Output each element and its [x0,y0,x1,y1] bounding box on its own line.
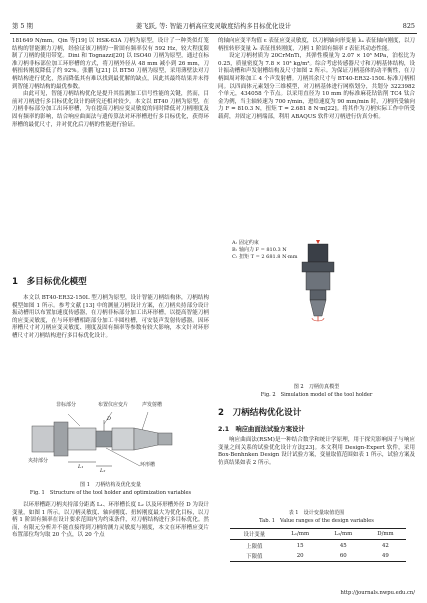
label-l1: L₁ [78,464,84,470]
left-column [12,38,209,129]
table-1 [230,528,406,562]
section-2-heading: 2 刀柄结构优化设计 [218,408,302,418]
figure-1 [28,402,198,474]
right-subsection-body [218,437,415,467]
intro-paragraph-2: 由此可见，智能刀柄结构优化是提升其监测加工信号性能的关键，然而，目前对刀柄进行多目标优化设计的研究还相对较少。本文以 BT40 刀柄为原型，在刀柄非标部分加工出环形槽，为在提高刀柄应变灵敏度的同时降低对刀柄刚度及固有频率的影响，结合响应曲面法与遗传算法对环形槽进行多目标优化，获得环形槽的最优尺寸，并对优化后刀柄的性能进行验证。 [12,91,209,128]
figure-2-caption-cn: 图 2 刀柄仿真模型 [293,384,340,390]
table-cell: 49 [382,552,389,559]
legend-b-axial-force: B: 轴向力 F = 810.3 N [232,247,287,253]
label-accelerometer-slot: 布置仪应变片 [98,402,129,408]
table-cell: 42 [382,542,389,549]
label-nonstandard-part: 非标部分 [56,402,77,408]
tool-holder-structure-drawing [28,402,198,474]
table-cell: 60 [339,552,347,559]
label-holder-part: 夹持部分 [28,458,49,464]
legend-c-torque: C: 扭矩 T = 2 681.8 N·mm [232,254,298,260]
right-paragraph-2: 设定刀柄材质为 20CrMnTi，其弹性模量为 2.07 × 10⁵ MPa，泊松比为 0.25，质量密度为 7.8 × 10³ kg/m³。综合考虑传感器尺寸和刀柄基体结构，设计振动槽和声发射槽结构及尺寸如图 2 所示。为保证刀柄基体的动平衡性，在刀柄圆周对称加工 4 个声发射槽。刀柄其余尺寸与 BT40-ER32-150L 标准刀柄相同。以四面体元素划分三维模型，对刀柄基体进行网格划分，共划分 3223982 个单元，434058 个节点。以采用直径为 10 mm 的标准麻花钻钻削 TC4 钛合金为例，当主轴转速为 700 r/min，进给速度为 90 mm/min 时，刀柄所受轴向力 F = 810.3 N，扭矩 T = 2.681 8 N·m[22]。将其作为刀柄实际工作中所受载荷，并固定刀柄端部，利用 ABAQUS 软件对刀柄进行仿真分析。 [218,53,415,120]
table-row [230,540,406,551]
right-column-top [218,38,415,122]
subsection-2-1-heading: 2.1 响应曲面法试验方案设计 [218,426,305,433]
running-title: 姜飞跃, 等: 智能刀柄高应变灵敏度结构多目标优化设计 [135,22,292,30]
footer-url[interactable]: http://journals.nwpu.edu.cn/ [340,590,415,596]
table-header-cell: 设计变量 [243,532,266,539]
table-cell: 15 [296,542,304,549]
subsection-2-1-paragraph: 响应曲面法(RSM)是一种结合数学和统计学原理，用于探究影响因子与响应变量之间关系的试验优化设计方法[23]。本文利用 Design-Expert 软件，采用 Box-Benhnken Design 设计试验方案，变量取值范围如表 1 所示，试验方案及仿真结果如表 2 所示。 [218,437,415,466]
figure-1-caption-cn: 图 1 刀柄结构及优化变量 [80,482,141,488]
section-1-heading: 1 多目标优化模型 [12,277,87,287]
table-row [230,551,406,562]
figure-1-caption-en: Fig. 1 Structure of the tool holder and optimization variables [29,490,192,496]
figure-2-caption-en: Fig. 2 Simulation model of the tool holder [260,392,373,398]
header-rule [10,33,417,34]
after-figure-1-paragraph: 以环形槽距刀柄夹持部分距离 L₁、环形槽长度 L₂ 以及环形槽外径 D 为设计变量，如图 1 所示。以刀柄灵敏度、轴向刚度、扭转刚度最大为优化目标，以刀柄 1 阶固有频率在设计要求范围内为约束条件，对刀柄结构进行多目标优化。然而，有限元分析并不能直接得到刀柄的测力灵敏度与刚度，本文在环形槽应变片布置部位均匀取 20 个点，以 20 个点 [12,502,209,539]
table-1-caption-en: Tab. 1 Value ranges of the design variables [259,518,374,524]
design-variable-table [230,528,406,562]
table-cell: 下限值 [246,553,263,560]
table-header-row [230,529,406,540]
table-cell: 45 [339,542,347,549]
table-header-cell: D/mm [377,531,394,538]
issue-number: 第 5 期 [12,22,33,30]
label-ring-groove: 环形槽 [140,462,156,468]
table-1-caption-cn: 表 1 设计变量取值范围 [288,510,345,516]
table-cell: 上限值 [246,543,263,550]
table-header-cell: L₂/mm [334,531,353,538]
legend-a-fixed-constraint: A: 固定约束 [232,240,259,246]
label-l2: L₂ [100,468,106,474]
figure-2 [230,238,400,322]
intro-paragraph-1: 181649 N/mm。Qin 等[19] 以 HSK-63A 刀柄为原型，设计了一种类似灯笼结构的智能测力刀柄，经验证该刀柄的一阶固有频率仅有 592 Hz，较大程度限制了刀柄的使用带宽。Dini 和 Tognazzi[20] 以 ISO40 刀柄为原型，通过在标准刀柄非标部位加工环形槽的方式，将刀柄外径从 48 mm 减小到 26 mm，刀柄扭转刚度降低了约 92%。张鹏飞[21] 以 BT50 刀柄为原型，采用薄壁法对刀柄结构进行优化，然而降低其有难以找到最优解的缺点，因此其最终结果并未得到智能刀柄结构的最优参数。 [12,38,209,90]
section-1-paragraph: 本文以 BT40-ER32-150L 型刀柄为原型，设计智能刀柄结构体，刀柄结构模型如图 1 所示。参考文献 [13] 中的测量刀柄设计方案，在刀柄夹持部分设计振动槽用以布置加速度传感器，在刀柄非标部分加工出环形槽，以提高智能刀柄的应变灵敏度，在与环形槽相距部分加工丰圆柱槽，可安装声发射传感器。因环形槽尺寸对刀柄应变灵敏度、刚度及固有频率等参数有较大影响，本文针对环形槽尺寸对刀柄结构进行多目标优化设计。 [12,295,209,339]
table-cell: 20 [296,552,304,559]
left-bottom-body [12,502,209,540]
label-acoustic-slot: 声发射槽 [142,402,163,408]
table-header-cell: L₁/mm [291,531,310,538]
label-diameter: D [107,416,112,422]
right-paragraph-1: 的轴向应变平均值 ε 表征应变灵敏度，以刀柄轴向形变量 λₐ 表征轴向刚度，以刀柄扭转形变量 λₜ 表征扭转刚度，刀柄 1 阶固有频率 f 表征其动态性能。 [218,38,415,52]
left-section1-body [12,295,209,341]
page-number: 825 [402,22,415,30]
